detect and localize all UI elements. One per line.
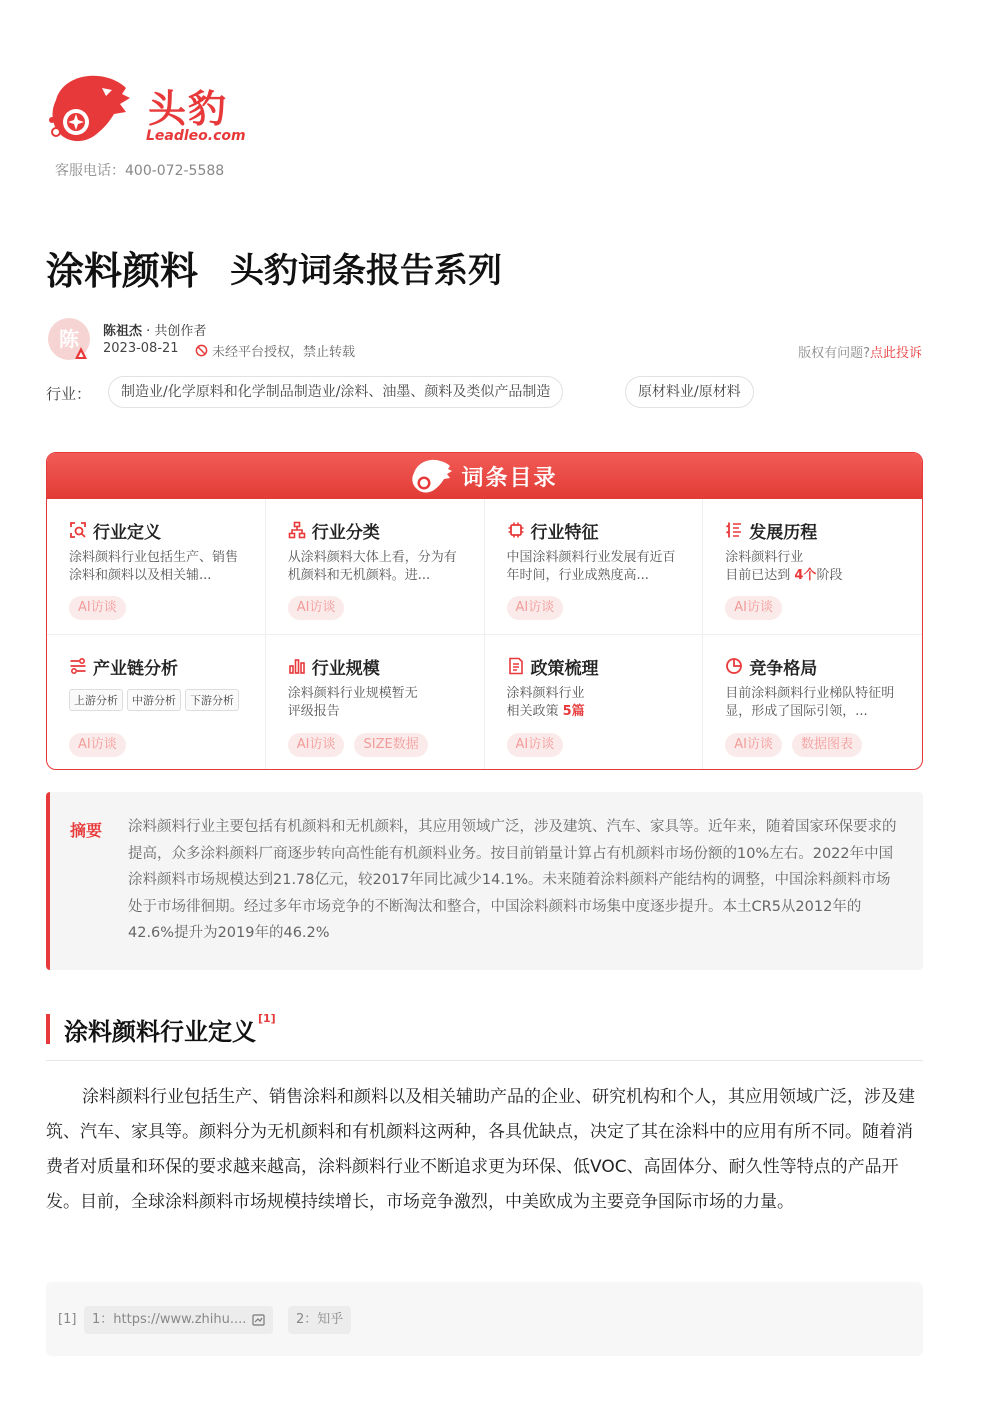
ai-interview-chip[interactable]: AI访谈 xyxy=(725,733,782,757)
catalog-item-desc: 从涂料颜料大体上看，分为有机颜料和无机颜料。进... xyxy=(287,550,457,583)
brand-logo xyxy=(46,70,246,150)
section-heading xyxy=(64,1012,276,1047)
industry-tag[interactable]: 制造业/化学原料和化学制品制造业/涂料、油墨、颜料及类似产品制造 xyxy=(108,376,563,408)
catalog-item-desc xyxy=(507,685,683,721)
catalog-item-heading xyxy=(69,655,245,677)
catalog-item-title: 竞争格局 xyxy=(749,658,818,679)
catalog-title: 词条目录 xyxy=(461,466,558,491)
catalog-item-title: 政策梳理 xyxy=(530,658,599,679)
copyright-notice xyxy=(195,341,355,360)
summary-text: 涂料颜料行业主要包括有机颜料和无机颜料，其应用领域广泛，涉及建筑、汽车、家具等。近年来，随着国家环保要求的提高，众多涂料颜料厂商逐步转向高性能有机颜料业务。按目前销量计算占有机颜料市场份额的10%左右。2022年中国涂料颜料市场规模达到21.78亿元，较2017年同比减少14.1%。未来随着涂料颜料产能结构的调整，中国涂料颜料市场处于市场徘徊期。经过多年市场竞争的不断淘汰和整合，中国涂料颜料市场集中度逐步提升。本土CR5从2012年的42.6%提升为2019年的46.2% xyxy=(128,819,897,941)
catalog-item-heading xyxy=(69,519,245,541)
catalog-item-heading xyxy=(725,519,902,541)
desc-line: 涂料颜料行业 xyxy=(506,686,585,701)
reference-link[interactable] xyxy=(288,1306,351,1334)
catalog-item-classification[interactable] xyxy=(266,499,485,635)
publish-date: 2023-08-21 xyxy=(103,341,179,356)
chip-icon xyxy=(507,521,525,539)
catalog-item-title: 行业特征 xyxy=(530,522,599,543)
pie-chart-icon xyxy=(725,657,743,675)
brand-domain: Leadleo.com xyxy=(146,128,246,144)
policy-count: 5篇 xyxy=(562,704,585,719)
ai-interview-chip[interactable]: AI访谈 xyxy=(288,596,345,620)
reference-mark[interactable]: [1] xyxy=(258,1012,276,1025)
copyright-complaint xyxy=(798,342,922,361)
ai-interview-chip[interactable]: AI访谈 xyxy=(288,733,345,757)
reference-index: [1] xyxy=(58,1312,77,1327)
timeline-icon xyxy=(725,521,743,539)
chain-subsections xyxy=(69,689,245,711)
ai-interview-chip[interactable]: AI访谈 xyxy=(507,733,564,757)
catalog-item-heading xyxy=(507,655,683,677)
author-role: · 共创作者 xyxy=(142,324,207,339)
catalog-item-title: 行业定义 xyxy=(93,522,161,543)
catalog-item-definition[interactable] xyxy=(47,499,266,635)
section-divider xyxy=(46,1060,923,1061)
catalog-item-desc: 中国涂料颜料行业发展有近百年时间，行业成熟度高... xyxy=(506,550,676,583)
ai-interview-chip[interactable]: AI访谈 xyxy=(725,596,782,620)
catalog-item-competition[interactable] xyxy=(703,635,922,770)
catalog-item-features[interactable] xyxy=(485,499,704,635)
catalog-header xyxy=(47,453,922,499)
catalog-item-desc xyxy=(725,549,902,585)
catalog-item-title: 产业链分析 xyxy=(93,658,178,679)
reference-link[interactable] xyxy=(84,1306,273,1334)
ai-interview-chip[interactable]: AI访谈 xyxy=(507,596,564,620)
catalog-item-title: 发展历程 xyxy=(749,522,818,543)
chain-flow-icon xyxy=(69,657,87,675)
complain-link[interactable]: 点此投诉 xyxy=(869,346,922,361)
stage-count: 4个 xyxy=(794,568,817,583)
author-badge-icon xyxy=(74,346,88,360)
catalog-item-desc: 涂料颜料行业规模暂无评级报告 xyxy=(287,686,418,719)
downstream-chip[interactable]: 下游分析 xyxy=(185,689,239,711)
catalog-item-heading xyxy=(725,655,902,677)
catalog-item-desc: 目前涂料颜料行业梯队特征明显，形成了国际引领，... xyxy=(725,686,895,719)
catalog-item-desc: 涂料颜料行业包括生产、销售涂料和颜料以及相关辅... xyxy=(69,550,239,583)
desc-text: 相关政策 xyxy=(506,704,563,719)
catalog-item-title: 行业分类 xyxy=(311,522,380,543)
catalog-item-heading xyxy=(288,655,464,677)
section-accent-bar xyxy=(46,1014,50,1044)
ai-interview-chip[interactable]: AI访谈 xyxy=(69,733,126,757)
copyright-text: 未经平台授权，禁止转载 xyxy=(212,345,356,360)
catalog-grid xyxy=(47,499,922,770)
upstream-chip[interactable]: 上游分析 xyxy=(69,689,123,711)
author-info xyxy=(103,320,206,339)
reference-text: 1：https://www.zhihu.... xyxy=(92,1312,247,1327)
catalog-item-heading xyxy=(507,519,683,541)
references-box xyxy=(46,1282,923,1356)
section-title: 涂料颜料行业定义 xyxy=(64,1018,256,1046)
catalog-item-market-size[interactable] xyxy=(266,635,485,770)
size-data-chip[interactable]: SIZE数据 xyxy=(354,733,427,757)
midstream-chip[interactable]: 中游分析 xyxy=(127,689,181,711)
leopard-logo-icon xyxy=(46,70,138,150)
catalog-item-title: 行业规模 xyxy=(311,658,380,679)
summary-label: 摘要 xyxy=(70,821,103,840)
search-frame-icon xyxy=(69,521,87,539)
desc-text: 目前已达到 xyxy=(725,568,795,583)
data-chart-chip[interactable]: 数据图表 xyxy=(792,733,862,757)
reference-text: 2：知乎 xyxy=(296,1312,344,1327)
prohibited-icon xyxy=(195,344,208,357)
desc-line: 涂料颜料行业 xyxy=(725,550,804,565)
catalog-panel xyxy=(46,452,923,770)
industry-label: 行业： xyxy=(46,385,92,403)
report-series: 头豹词条报告系列 xyxy=(230,251,502,291)
catalog-item-industry-chain[interactable] xyxy=(47,635,266,770)
desc-text: 阶段 xyxy=(816,568,843,583)
ai-interview-chip[interactable]: AI访谈 xyxy=(69,596,126,620)
complain-prefix: 版权有问题? xyxy=(798,346,870,361)
avatar: 陈 xyxy=(48,318,90,360)
hierarchy-icon xyxy=(288,521,306,539)
catalog-item-history[interactable] xyxy=(703,499,922,635)
brand-name: 头豹 xyxy=(148,87,229,131)
bar-chart-icon xyxy=(288,657,306,675)
hotline: 客服电话：400-072-5588 xyxy=(55,163,225,179)
document-icon xyxy=(507,657,525,675)
summary-box xyxy=(46,792,923,970)
catalog-item-heading xyxy=(288,519,464,541)
industry-tag[interactable]: 原材料业/原材料 xyxy=(625,376,754,408)
desc-line xyxy=(725,567,902,585)
author-name[interactable]: 陈祖杰 xyxy=(103,324,143,339)
desc-line xyxy=(507,703,683,721)
catalog-item-policy[interactable] xyxy=(485,635,704,770)
section-body: 涂料颜料行业包括生产、销售涂料和颜料以及相关辅助产品的企业、研究机构和个人，其应用领域广泛，涉及建筑、汽车、家具等。颜料分为无机颜料和有机颜料这两种，各具优缺点，决定了其在涂料中的应用有所不同。随着消费者对质量和环保的要求越来越高，涂料颜料行业不断追求更为环保、低VOC、高固体分、耐久性等特点的产品开发。目前，全球涂料颜料市场规模持续增长，市场竞争激烈，中美欧成为主要竞争国际市场的力量。 xyxy=(46,1087,915,1212)
external-link-icon xyxy=(252,1314,265,1326)
report-title: 涂料颜料 xyxy=(46,249,199,293)
